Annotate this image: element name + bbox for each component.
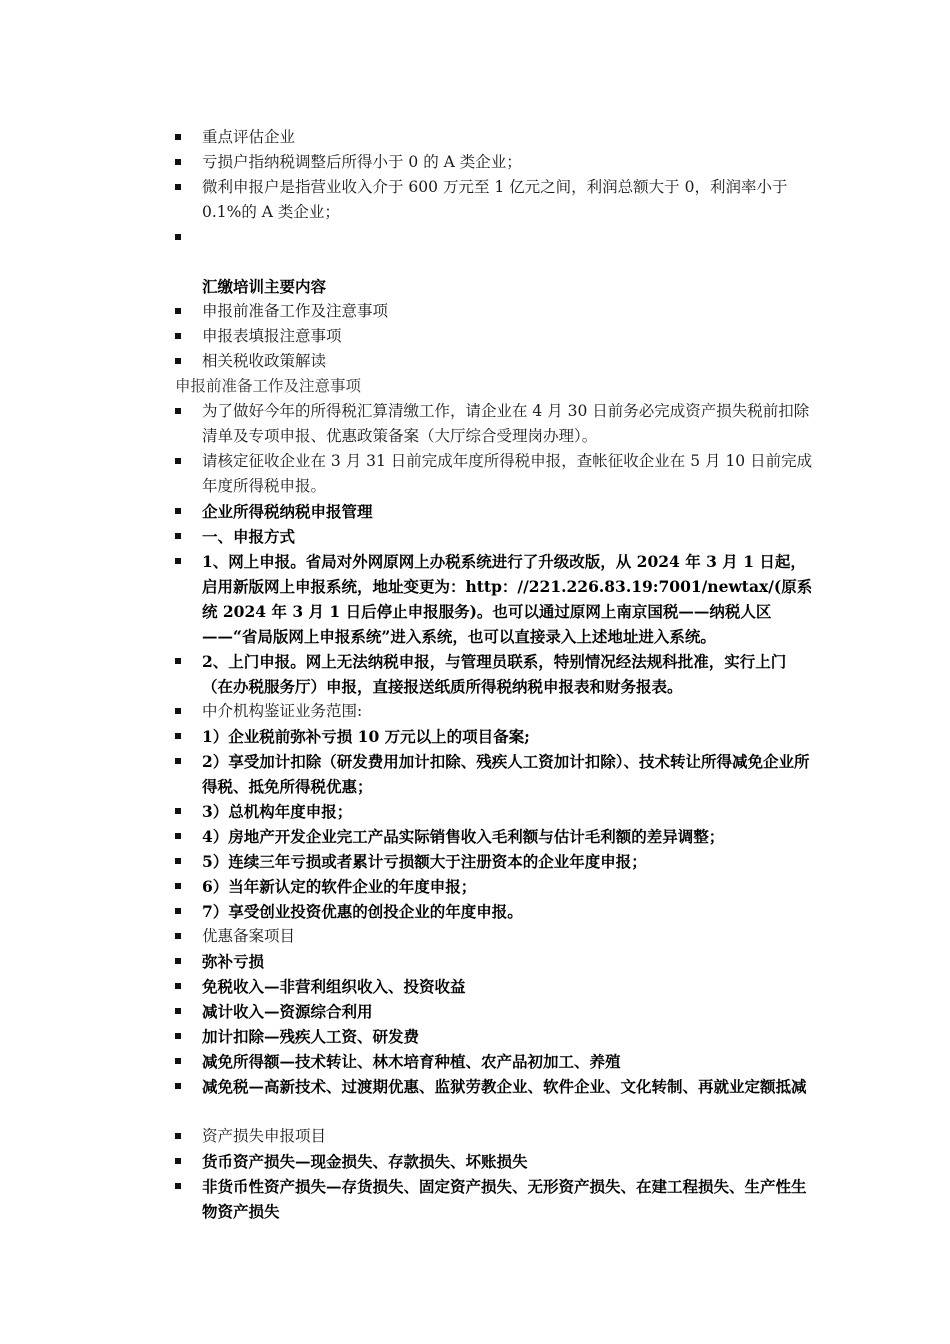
- bullet-icon: [175, 159, 181, 165]
- list-item-text: 免税收入—非营利组织收入、投资收益: [202, 977, 466, 996]
- list-item: [175, 175, 815, 225]
- bullet-icon: [175, 883, 181, 889]
- list-item-text: 重点评估企业: [202, 128, 296, 146]
- list-item-text: 5）连续三年亏损或者累计亏损额大于注册资本的企业年度申报；: [202, 852, 647, 871]
- list-item: [175, 1174, 815, 1224]
- list-item: [175, 874, 815, 899]
- list-item-text: 请核定征收企业在 3 月 31 日前完成年度所得税申报，查帐征收企业在 5 月 10 日前完成年度所得税申报。: [202, 452, 813, 495]
- list-item-text: 7）享受创业投资优惠的创投企业的年度申报。: [202, 902, 523, 921]
- list-item-text: 1）企业税前弥补亏损 10 万元以上的项目备案;: [202, 727, 530, 746]
- list-item: [175, 824, 815, 849]
- list-item-text: 1、网上申报。省局对外网原网上办税系统进行了升级改版，从 2024 年 3 月 1 日起，启用新版网上申报系统，地址变更为：http：//221.226.83.19:7001/newtax/(原系统 2024 年 3 月 1 日后停止申报服务)。也可以通过原网上南京国税——纳税人区——“省局版网上申报系统”进入系统，也可以直接录入上述地址进入系统。: [202, 552, 813, 646]
- list-item-text: 2）享受加计扣除（研发费用加计扣除、残疾人工资加计扣除）、技术转让所得减免企业所得税、抵免所得税优惠；: [202, 752, 810, 796]
- bullet-icon: [175, 908, 181, 914]
- bullet-icon: [175, 933, 181, 939]
- bullet-icon: [175, 558, 181, 564]
- list-item: [175, 1024, 815, 1049]
- bullet-icon: [175, 1183, 181, 1189]
- bullet-icon: [175, 333, 181, 339]
- list-item-text: 减免税—高新技术、过渡期优惠、监狱劳教企业、软件企业、文化转制、再就业定额抵减: [202, 1077, 807, 1096]
- list-item: [175, 299, 815, 324]
- section-title: 申报前准备工作及注意事项: [175, 377, 362, 395]
- list-item: [175, 499, 815, 524]
- list-item-text: 优惠备案项目: [202, 927, 296, 945]
- list-item-text: 相关税收政策解读: [202, 352, 327, 370]
- bullet-icon: [175, 758, 181, 764]
- bullet-icon: [175, 408, 181, 414]
- list-item-text: 2、上门申报。网上无法纳税申报，与管理员联系，特别情况经法规科批准，实行上门（在办税服务厅）申报，直接报送纸质所得税纳税申报表和财务报表。: [202, 652, 787, 696]
- bullet-icon: [175, 983, 181, 989]
- bullet-icon: [175, 708, 181, 714]
- list-item-text: 减计收入—资源综合利用: [202, 1002, 373, 1021]
- list-item-text: 6）当年新认定的软件企业的年度申报；: [202, 877, 477, 896]
- bullet-icon: [175, 658, 181, 664]
- list-item-text: 非货币性资产损失—存货损失、固定资产损失、无形资产损失、在建工程损失、生产性生物资产损失: [202, 1177, 807, 1221]
- list-item-text: 申报前准备工作及注意事项: [202, 302, 389, 320]
- bullet-icon: [175, 533, 181, 539]
- bullet-icon: [175, 858, 181, 864]
- bullet-icon: [175, 1133, 181, 1139]
- bullet-icon: [175, 508, 181, 514]
- list-item-text: 资产损失申报项目: [202, 1127, 327, 1145]
- list-item: [175, 549, 815, 649]
- list-item-text: 亏损户指纳税调整后所得小于 0 的 A 类企业；: [202, 153, 522, 171]
- bullet-icon: [175, 1083, 181, 1089]
- list-item: [175, 399, 815, 449]
- list-item-text: 弥补亏损: [202, 952, 265, 971]
- list-item: [175, 724, 815, 749]
- list-item: [175, 1049, 815, 1074]
- list-item: [175, 849, 815, 874]
- list-item: [175, 1149, 815, 1174]
- bullet-icon: [175, 958, 181, 964]
- list-item-text: 企业所得税纳税申报管理: [202, 502, 373, 521]
- list-item: [175, 449, 815, 499]
- list-item: [175, 524, 815, 549]
- list-item: [175, 799, 815, 824]
- bullet-icon: [175, 458, 181, 464]
- bullet-icon: [175, 1058, 181, 1064]
- list-item: [175, 150, 815, 175]
- list-item: [175, 1074, 815, 1099]
- bullet-icon: [175, 808, 181, 814]
- list-item: [175, 749, 815, 799]
- bullet-icon: [175, 1033, 181, 1039]
- list-item: [175, 924, 815, 949]
- list-item-text: 一、申报方式: [202, 527, 296, 546]
- list-item-text: 微利申报户是指营业收入介于 600 万元至 1 亿元之间，利润总额大于 0，利润率小于 0.1%的 A 类企业；: [202, 178, 788, 221]
- list-item-text: 加计扣除—残疾人工资、研发费: [202, 1027, 420, 1046]
- list-item-text: 中介机构鉴证业务范围:: [202, 702, 363, 720]
- list-item-text: 货币资产损失—现金损失、存款损失、坏账损失: [202, 1152, 528, 1171]
- bullet-icon: [175, 308, 181, 314]
- bullet-icon: [175, 234, 181, 240]
- list-item: [175, 324, 815, 349]
- list-item-text: 4）房地产开发企业完工产品实际销售收入毛利额与估计毛利额的差异调整；: [202, 827, 725, 846]
- list-item: [175, 899, 815, 924]
- list-item-text: 为了做好今年的所得税汇算清缴工作，请企业在 4 月 30 日前务必完成资产损失税前扣除清单及专项申报、优惠政策备案（大厅综合受理岗办理）。: [202, 402, 810, 445]
- list-item-text: 申报表填报注意事项: [202, 327, 342, 345]
- list-item: [175, 999, 815, 1024]
- bullet-icon: [175, 733, 181, 739]
- bullet-icon: [175, 184, 181, 190]
- section-heading: 汇缴培训主要内容: [202, 277, 327, 296]
- list-item: [175, 649, 815, 699]
- list-item: [175, 349, 815, 374]
- list-item: [175, 1124, 815, 1149]
- bullet-icon: [175, 358, 181, 364]
- list-item: [175, 974, 815, 999]
- list-item-text: 减免所得额—技术转让、林木培育种植、农产品初加工、养殖: [202, 1052, 621, 1071]
- list-item: [175, 125, 815, 150]
- bullet-icon: [175, 1158, 181, 1164]
- list-item: [175, 949, 815, 974]
- bullet-icon: [175, 1008, 181, 1014]
- bullet-icon: [175, 134, 181, 140]
- list-item-text: 3）总机构年度申报；: [202, 802, 353, 821]
- list-item: [175, 699, 815, 724]
- bullet-icon: [175, 833, 181, 839]
